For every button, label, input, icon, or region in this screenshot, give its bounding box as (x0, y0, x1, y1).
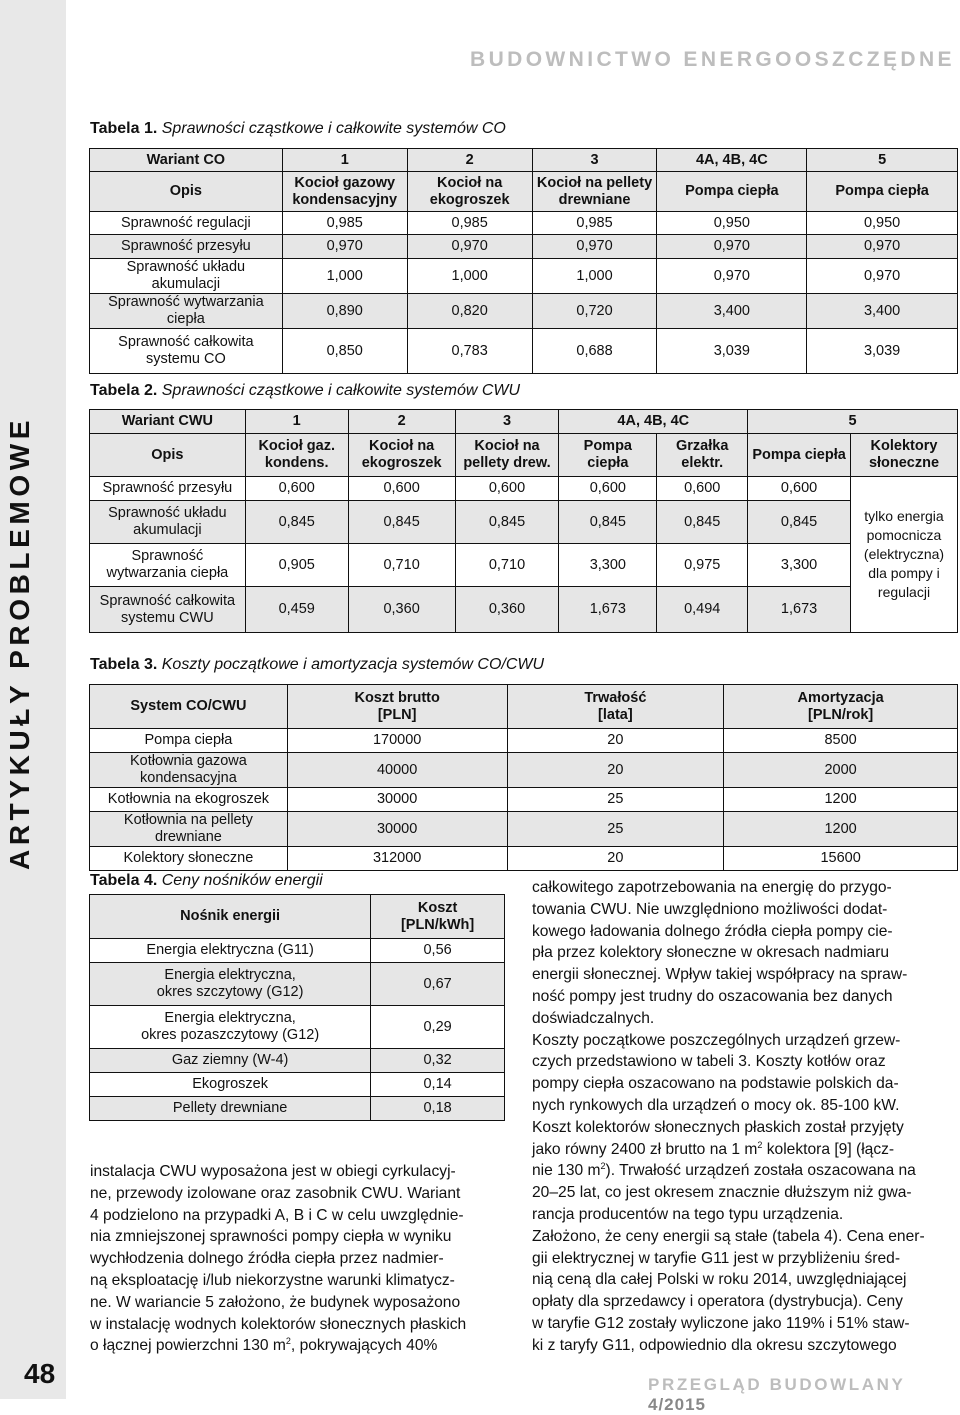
table2-head-row1 (90, 410, 958, 434)
table3-title: Koszty początkowe i amortyzacja systemów CO/CWU (161, 656, 545, 673)
table3-h3-line1: Amortyzacja (797, 689, 884, 706)
table2-h1-4: 4A, 4B, 4C (559, 410, 748, 434)
table3-h1 (287, 685, 507, 729)
table2-h2-6: Pompa ciepła (748, 434, 851, 477)
text-line: opłaty dla sprzedawcy i operatora (dystrybucja). Ceny (532, 1293, 903, 1311)
table1-label: Tabela 1. (90, 120, 158, 137)
table1-row (90, 235, 958, 259)
table3-row (90, 788, 958, 812)
table1-r2-c1: 1,000 (282, 259, 407, 294)
table3-r4-c3: 15600 (724, 847, 958, 871)
table2-row (90, 587, 958, 633)
table4-h1-line1: Koszt (417, 899, 458, 916)
table2-h2-4: Pompa ciepła (559, 434, 657, 477)
table3-r3-c0: Kotłownia na pellety drewniane (90, 812, 288, 847)
footer-title: PRZEGLĄD BUDOWLANY (648, 1375, 906, 1394)
table1-h1-4: 4A, 4B, 4C (657, 149, 807, 172)
text-line: rancja producentów na tego typu urządzenia. (532, 1205, 844, 1223)
text-line: wychłodzenia dolnego źródła ciepła przez nadmier- (90, 1250, 444, 1268)
table4 (89, 894, 505, 1121)
table1-r0-c3: 0,985 (532, 212, 657, 235)
table3-r4-c0: Kolektory słoneczne (90, 847, 288, 871)
text-fragment: , pokrywających 40% (290, 1337, 438, 1355)
table3-head-row (90, 685, 958, 729)
table1-r4-c1: 0,850 (282, 329, 407, 374)
table3-r2-c3: 1200 (724, 788, 958, 812)
table1-r0-c4: 0,950 (657, 212, 807, 235)
table2-r3-c0: Sprawność całkowita systemu CWU (90, 587, 246, 633)
table3-r1-c2: 20 (507, 753, 724, 788)
table3-row (90, 729, 958, 753)
text-line: Koszt kolektorów słonecznych płaskich został przyjęty (532, 1118, 904, 1136)
table1-row (90, 329, 958, 374)
table4-r0-c0: Energia elektryczna (G11) (90, 939, 371, 963)
table4-r3-c1: 0,32 (371, 1049, 505, 1073)
table3-row (90, 847, 958, 871)
table2-r0-c1: 0,600 (245, 477, 348, 501)
text-line: nia zmniejszonej sprawności pompy ciepła w wyniku (90, 1228, 452, 1246)
table3-h3 (724, 685, 958, 729)
table4-h0: Nośnik energii (90, 895, 371, 939)
table2-r1-c6: 0,845 (748, 501, 851, 544)
table2-r3-c4: 1,673 (559, 587, 657, 633)
table4-r0-c1: 0,56 (371, 939, 505, 963)
table3-r2-c1: 30000 (287, 788, 507, 812)
table2-h1-0: Wariant CWU (90, 410, 246, 434)
body-text-left (90, 1161, 508, 1357)
table2-r1-c1: 0,845 (245, 501, 348, 544)
table3-r0-c2: 20 (507, 729, 724, 753)
table2-h2-7: Kolektory słoneczne (851, 434, 958, 477)
table1 (89, 148, 958, 374)
table2-r0-c3: 0,600 (455, 477, 559, 501)
table2-h1-3: 3 (455, 410, 559, 434)
text-line: nych rynkowych dla urządzeń o mocy ok. 85-100 kW. (532, 1096, 900, 1114)
table4-r1-line2: okres szczytowy (G12) (156, 984, 304, 1000)
table4-row (90, 939, 505, 963)
text-line: ki z taryfy G11, odpowiednio dla okresu szczytowego (532, 1336, 897, 1354)
table2-h1-5: 5 (748, 410, 958, 434)
text-fragment: o łącznej powierzchni 130 m (90, 1337, 286, 1355)
text-line: całkowitego zapotrzebowania na energię do przygo- (532, 879, 892, 896)
table2-caption (90, 382, 520, 400)
table1-r1-c3: 0,970 (532, 235, 657, 259)
journal-section-header: BUDOWNICTWO ENERGOOSZCZĘDNE (470, 48, 955, 71)
table4-title: Ceny nośników energii (161, 872, 323, 889)
text-line: towania CWU. Nie uwzględniono możliwości dodat- (532, 900, 888, 918)
table2-r2-c1: 0,905 (245, 544, 348, 587)
text-line: w taryfie G12 zostały wyliczone jako 119% i 51% staw- (532, 1314, 910, 1332)
table2-r2-c4: 3,300 (559, 544, 657, 587)
table3-r3-c3: 1200 (724, 812, 958, 847)
table3-h1-line1: Koszt brutto (354, 689, 440, 706)
table1-r3-c0: Sprawność wytwarzania ciepła (90, 294, 283, 329)
table3-r4-c1: 312000 (287, 847, 507, 871)
table1-h2-5: Pompa ciepła (807, 172, 958, 212)
table1-r3-c2: 0,820 (407, 294, 532, 329)
table1-r4-c2: 0,783 (407, 329, 532, 374)
text-line: ną eksploatację i/lub niekorzystne warunki klimatycz- (90, 1271, 455, 1289)
table2-h2-1: Kocioł gaz. kondens. (245, 434, 348, 477)
table2-r1-c2: 0,845 (348, 501, 455, 544)
table4-r5-c0: Pellety drewniane (90, 1097, 371, 1121)
table3-h0: System CO/CWU (90, 685, 288, 729)
table1-r0-c5: 0,950 (807, 212, 958, 235)
table1-h2-4: Pompa ciepła (657, 172, 807, 212)
text-line: gii elektrycznej w taryfie G11 jest w przybliżeniu śred- (532, 1249, 901, 1267)
table2-h2-5: Grzałka elektr. (657, 434, 748, 477)
table3-label: Tabela 3. (90, 656, 158, 673)
table2-label: Tabela 2. (90, 382, 158, 399)
table3-r2-c2: 25 (507, 788, 724, 812)
table1-r1-c2: 0,970 (407, 235, 532, 259)
table1-r1-c0: Sprawność przesyłu (90, 235, 283, 259)
footer (648, 1375, 960, 1415)
table4-row (90, 1006, 505, 1049)
table2-row (90, 501, 958, 544)
table1-h1-2: 2 (407, 149, 532, 172)
table3-h2-line2: [lata] (598, 706, 633, 723)
table2-solar-note: tylko energia pomocnicza (elektryczna) dla pompy i regulacji (851, 477, 958, 633)
table4-label: Tabela 4. (90, 872, 158, 889)
table4-row (90, 963, 505, 1006)
table1-row (90, 294, 958, 329)
table4-caption (90, 872, 323, 890)
table1-r1-c5: 0,970 (807, 235, 958, 259)
text-fragment: kolektora [9] (łącz- (762, 1140, 895, 1158)
table3-r4-c2: 20 (507, 847, 724, 871)
table1-h2-2: Kocioł na ekogroszek (407, 172, 532, 212)
table3-h3-line2: [PLN/rok] (807, 706, 874, 723)
table4-r2-c1: 0,29 (371, 1006, 505, 1049)
table2-r1-c0: Sprawność układu akumulacji (90, 501, 246, 544)
table2-r1-c4: 0,845 (559, 501, 657, 544)
table1-r3-c5: 3,400 (807, 294, 958, 329)
table1-h2-3: Kocioł na pellety drewniane (532, 172, 657, 212)
table1-title: Sprawności cząstkowe i całkowite systemów CO (161, 120, 506, 137)
table1-r0-c2: 0,985 (407, 212, 532, 235)
table1-r2-c2: 1,000 (407, 259, 532, 294)
table1-r0-c0: Sprawność regulacji (90, 212, 283, 235)
table1-r4-c5: 3,039 (807, 329, 958, 374)
table2-head-row2 (90, 434, 958, 477)
table1-r1-c1: 0,970 (282, 235, 407, 259)
table4-row (90, 1097, 505, 1121)
table3-r1-c1: 40000 (287, 753, 507, 788)
table3-r0-c3: 8500 (724, 729, 958, 753)
text-line: czych przedstawiono w tabeli 3. Koszty kotłów oraz (532, 1053, 886, 1071)
footer-issue: 4/2015 (648, 1395, 706, 1414)
table1-h1-5: 5 (807, 149, 958, 172)
table3-r1-c3: 2000 (724, 753, 958, 788)
text-line: doświadczalnych. (532, 1009, 655, 1027)
table4-h1 (371, 895, 505, 939)
table2-r3-c1: 0,459 (245, 587, 348, 633)
superscript: 2 (600, 1161, 606, 1172)
text-line: 4 podzielono na przypadki A, B i C w celu uwzględnie- (90, 1206, 464, 1224)
table2-r3-c6: 1,673 (748, 587, 851, 633)
table3-h2-line1: Trwałość (584, 689, 647, 706)
superscript: 2 (757, 1139, 763, 1150)
table4-r4-c1: 0,14 (371, 1073, 505, 1097)
text-line: w instalację wodnych kolektorów słonecznych płaskich (90, 1315, 467, 1333)
text-fragment: ). Trwałość urządzeń została oszacowana na (605, 1162, 916, 1180)
table4-r4-c0: Ekogroszek (90, 1073, 371, 1097)
table1-caption (90, 120, 506, 138)
table4-h1-line2: [PLN/kWh] (400, 916, 475, 933)
table2-r1-c5: 0,845 (657, 501, 748, 544)
table3 (89, 684, 958, 871)
table2-row (90, 477, 958, 501)
table2-r0-c6: 0,600 (748, 477, 851, 501)
table4-row (90, 1073, 505, 1097)
text-line: kowego ładowania dolnego źródła ciepła pompy cie- (532, 922, 893, 940)
table4-r5-c1: 0,18 (371, 1097, 505, 1121)
table2 (89, 409, 958, 633)
text-line (90, 1335, 508, 1357)
table3-h2 (507, 685, 724, 729)
text-line (532, 1160, 960, 1182)
text-line: pompy ciepła oszacowano na podstawie polskich da- (532, 1075, 899, 1093)
text-line: instalacja CWU wyposażona jest w obiegi cyrkulacyj- (90, 1163, 456, 1180)
table1-head-row1 (90, 149, 958, 172)
table1-r3-c3: 0,720 (532, 294, 657, 329)
table4-r3-c0: Gaz ziemny (W-4) (90, 1049, 371, 1073)
text-line: energii słonecznej. Wpływ takiej współpracy na spraw- (532, 966, 908, 984)
table2-h1-2: 2 (348, 410, 455, 434)
text-line: pła przez kolektory słoneczne w okresach nadmiaru (532, 944, 890, 962)
table1-h2-1: Kocioł gazowy kondensacyjny (282, 172, 407, 212)
table1-h1-1: 1 (282, 149, 407, 172)
table1-r1-c4: 0,970 (657, 235, 807, 259)
table1-h1-0: Wariant CO (90, 149, 283, 172)
text-fragment: jako równy 2400 zł brutto na 1 m (532, 1140, 758, 1158)
table2-r2-c0: Sprawność wytwarzania ciepła (90, 544, 246, 587)
side-label-text: ARTYKUŁY PROBLEMOWE (4, 416, 35, 870)
table1-r2-c5: 0,970 (807, 259, 958, 294)
table2-row (90, 544, 958, 587)
table1-r2-c0: Sprawność układu akumulacji (90, 259, 283, 294)
table1-h2-0: Opis (90, 172, 283, 212)
table3-caption (90, 656, 544, 674)
table1-r4-c3: 0,688 (532, 329, 657, 374)
table2-h2-2: Kocioł na ekogroszek (348, 434, 455, 477)
text-line: Koszty początkowe poszczególnych urządzeń grzew- (532, 1031, 901, 1049)
table1-h1-3: 3 (532, 149, 657, 172)
table3-r0-c0: Pompa ciepła (90, 729, 288, 753)
page-number: 48 (24, 1358, 56, 1389)
table3-row (90, 753, 958, 788)
text-line: ne. W wariancie 5 założono, że budynek wyposażono (90, 1293, 461, 1311)
table1-r2-c4: 0,970 (657, 259, 807, 294)
table4-r2-c0 (90, 1006, 371, 1049)
table2-r0-c2: 0,600 (348, 477, 455, 501)
table4-head-row (90, 895, 505, 939)
table4-r2-line2: okres pozaszczytowy (G12) (141, 1027, 320, 1043)
table2-r0-c0: Sprawność przesyłu (90, 477, 246, 501)
table3-h1-line2: [PLN] (377, 706, 417, 723)
table1-r3-c4: 3,400 (657, 294, 807, 329)
superscript: 2 (285, 1336, 291, 1347)
table3-r3-c2: 25 (507, 812, 724, 847)
text-line: nią ceną dla całej Polski w roku 2014, uwzględniającej (532, 1271, 907, 1289)
table2-r3-c5: 0,494 (657, 587, 748, 633)
table2-r3-c3: 0,360 (455, 587, 559, 633)
table2-r0-c4: 0,600 (559, 477, 657, 501)
table2-h1-1: 1 (245, 410, 348, 434)
text-line: ne, przewody izolowane oraz zasobnik CWU. Wariant (90, 1184, 461, 1202)
table3-r1-c0: Kotłownia gazowa kondensacyjna (90, 753, 288, 788)
text-line: 20–25 lat, co jest okresem znacznie dłuższym niż gwa- (532, 1184, 912, 1202)
table3-row (90, 812, 958, 847)
table1-r4-c0: Sprawność całkowita systemu CO (90, 329, 283, 374)
body-text-right (532, 877, 960, 1357)
table1-r0-c1: 0,985 (282, 212, 407, 235)
table2-h2-3: Kocioł na pellety drew. (455, 434, 559, 477)
text-fragment: nie 130 m (532, 1162, 601, 1180)
table2-r2-c5: 0,975 (657, 544, 748, 587)
table1-row (90, 259, 958, 294)
text-line (532, 1139, 960, 1161)
table2-r1-c3: 0,845 (455, 501, 559, 544)
table1-head-row2 (90, 172, 958, 212)
table3-r0-c1: 170000 (287, 729, 507, 753)
table1-r2-c3: 1,000 (532, 259, 657, 294)
table2-title: Sprawności cząstkowe i całkowite systemów CWU (161, 382, 521, 399)
table3-r2-c0: Kotłownia na ekogroszek (90, 788, 288, 812)
table4-r1-c1: 0,67 (371, 963, 505, 1006)
table2-r2-c3: 0,710 (455, 544, 559, 587)
table4-r1-c0 (90, 963, 371, 1006)
table4-row (90, 1049, 505, 1073)
table1-r3-c1: 0,890 (282, 294, 407, 329)
table3-r3-c1: 30000 (287, 812, 507, 847)
table1-r4-c4: 3,039 (657, 329, 807, 374)
table2-r3-c2: 0,360 (348, 587, 455, 633)
table4-r1-line1: Energia elektryczna, (164, 967, 296, 983)
table1-row (90, 212, 958, 235)
table2-r2-c6: 3,300 (748, 544, 851, 587)
table2-h2-0: Opis (90, 434, 246, 477)
table2-r0-c5: 0,600 (657, 477, 748, 501)
table2-r2-c2: 0,710 (348, 544, 455, 587)
text-line: ność pompy jest trudny do oszacowania bez danych (532, 987, 893, 1005)
table4-r2-line1: Energia elektryczna, (164, 1010, 296, 1026)
text-line: Założono, że ceny energii są stałe (tabela 4). Cena ener- (532, 1227, 925, 1245)
